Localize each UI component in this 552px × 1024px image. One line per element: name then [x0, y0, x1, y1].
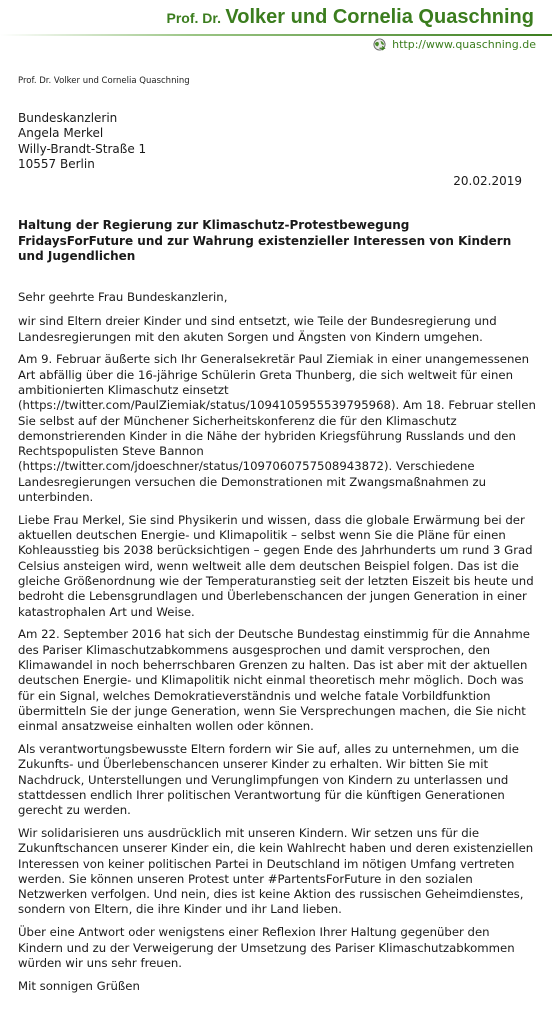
letterhead-prefix: Prof. Dr.	[166, 10, 221, 26]
body-paragraph: wir sind Eltern dreier Kinder und sind entsetzt, wie Teile der Bundesregierung und Landesregierungen mit den akuten Sorgen und Ängsten von Kindern umgehen.	[18, 314, 497, 344]
globe-arrow-icon	[373, 38, 386, 51]
letterhead-name	[167, 6, 535, 29]
letterhead-rule	[0, 34, 552, 36]
recipient-line: Willy-Brandt-Straße 1	[18, 141, 147, 156]
letter-subject: Haltung der Regierung zur Klimaschutz-Protestbewegung FridaysForFuture und zur Wahrung existenzieller Interessen von Kindern und Jugendlichen	[18, 218, 512, 263]
letterhead-main-name: Volker und Cornelia Quaschning	[225, 6, 534, 28]
recipient-line: Angela Merkel	[18, 126, 104, 141]
recipient-line: Bundeskanzlerin	[18, 111, 118, 125]
body-paragraph: Liebe Frau Merkel, Sie sind Physikerin und wissen, dass die globale Erwärmung bei der aktuellen deutschen Energie- und Klimapolitik – selbst wenn Sie die Pläne für einen Kohleausstieg bis 2038 berücksichtigen – gegen Ende des Jahrhunderts um rund 3 Grad Celsius ansteigen wird, wenn weltweit alle dem deutschen Beispiel folgen. Das ist die gleiche Größenordnung wie der Temperaturanstieg seit der letzten Eiszeit bis heute und bedroht die Lebensgrundlagen und Überlebenschancen der jungen Generation in einer katastrophalen Art und Weise.	[18, 512, 534, 619]
website-link[interactable]: http://www.quaschning.de	[392, 38, 536, 51]
letter-body	[18, 290, 536, 1001]
letter-date: 20.02.2019	[453, 174, 522, 188]
closing: Mit sonnigen Grüßen	[18, 978, 140, 993]
body-paragraph: Am 22. September 2016 hat sich der Deutsche Bundestag einstimmig für die Annahme des Pariser Klimaschutzabkommens ausgesprochen und damit versprochen, den Klimawandel in noch beherrschbaren Grenzen zu halten. Das ist aber mit der aktuellen deutschen Energie- und Klimapolitik nicht einmal theoretisch mehr möglich. Doch was für ein Signal, welches Demokratieverständnis und welche fatale Vorbildfunktion übermitteln Sie der junge Generation, wenn Sie Versprechungen machen, die Sie nicht einmal ansatzweise einhalten wollen oder können.	[18, 627, 530, 734]
website-row[interactable]	[373, 38, 536, 51]
body-paragraph: Als verantwortungsbewusste Eltern fordern wir Sie auf, alles zu unternehmen, um die Zukunfts- und Überlebenschancen unserer Kinder zu erhalten. Wir bitten Sie mit Nachdruck, Unterstellungen und Verunglimpfungen von Kindern zu unterlassen und stattdessen endlich Ihrer politischen Verantwortung für die künftigen Generationen gerecht zu werden.	[18, 742, 519, 818]
body-paragraph: Über eine Antwort oder wenigstens einer Reflexion Ihrer Haltung gegenüber den Kindern und zu der Verweigerung der Umsetzung des Pariser Klimaschutzabkommen würden wir uns sehr freuen.	[18, 925, 515, 970]
sender-line: Prof. Dr. Volker und Cornelia Quaschning	[18, 76, 190, 86]
recipient-address	[18, 111, 146, 172]
body-paragraph: Am 9. Februar äußerte sich Ihr Generalsekretär Paul Ziemiak in einer unangemessenen Art abfällig über die 16-jährige Schülerin Greta Thunberg, die sich weltweit für einen ambitionierten Klimaschutz einsetzt (https://twitter.com/PaulZiemiak/status/1094105955539795968). Am 18. Februar stellen Sie selbst auf der Münchener Sicherheitskonferenz die für den Klimaschutz demonstrierenden Kinder in die Nähe der hybriden Kriegsführung Russlands und den Rechtspopulisten Steve Bannon (https://twitter.com/jdoeschner/status/1097060757508943872). Verschiedene Landesregierungen versuchen die Demonstrationen mit Zwangsmaßnahmen zu unterbinden.	[18, 352, 536, 505]
salutation: Sehr geehrte Frau Bundeskanzlerin,	[18, 290, 228, 304]
body-paragraph: Wir solidarisieren uns ausdrücklich mit unseren Kindern. Wir setzen uns für die Zukunftschancen unserer Kinder ein, die kein Wahlrecht haben und deren existenziellen Interessen von keiner politischen Partei in Deutschland im nötigen Umfang vertreten werden. Sie können unseren Protest unter #PartentsForFuture in den sozialen Netzwerken verfolgen. Und nein, dies ist keine Aktion des russischen Geheimdienstes, sondern von Eltern, die ihre Kinder und ihr Land lieben.	[18, 826, 534, 917]
recipient-line: 10557 Berlin	[18, 156, 95, 171]
